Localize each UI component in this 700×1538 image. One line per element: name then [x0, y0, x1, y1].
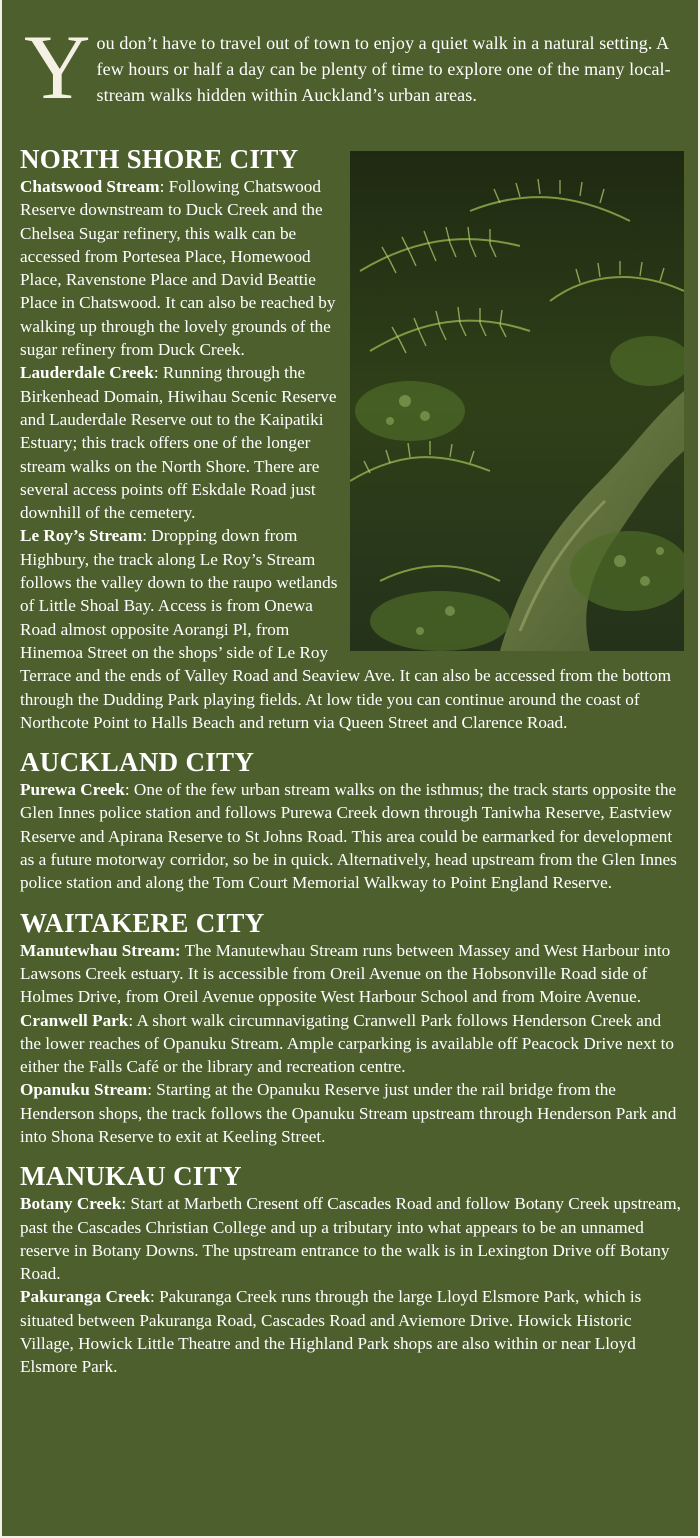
intro-paragraph — [24, 16, 674, 118]
drop-cap: Y — [24, 16, 91, 118]
walk-entry — [20, 1009, 684, 1079]
walk-description: : Dropping down from Highbury, the track along Le Roy’s Stream follows the valley down to the raupo wetlands of Little Shoal Bay. Access is from Onewa Road almost opposite Aorangi Pl, from Hinemoa Street on the shops’ side of Le Roy Terrace and the ends of Valley Road and Seaview Ave. It can also be accessed from the bottom through the Dudding Park playing fields. At low tide you can continue around the coast of Northcote Point to Halls Beach and return via Queen Street and Clarence Road. — [20, 526, 672, 732]
section-heading: MANUKAU CITY — [20, 1161, 242, 1192]
section-heading: AUCKLAND CITY — [20, 747, 255, 778]
walk-entry — [20, 939, 684, 1009]
walk-name: Cranwell Park — [20, 1010, 129, 1030]
section-heading: NORTH SHORE CITY — [20, 144, 299, 174]
walk-description: : Running through the Birkenhead Domain, Hiwihau Scenic Reserve and Lauderdale Reserve out to the Kaipatiki Estuary; this track offers one of the longer stream walks on the North Shore. There are several access points off Eskdale Road just downhill of the cemetery. — [20, 363, 337, 523]
walk-name: Chatswood Stream — [20, 177, 160, 196]
stream-photo-image — [350, 151, 684, 651]
section-waitakere — [20, 907, 684, 1149]
intro-text: ou don’t have to travel out of town to enjoy a quiet walk in a natural setting. A few hours or half a day can be plenty of time to explore one of the many local-stream walks hidden within Auckland’s urban areas. — [96, 33, 671, 105]
section-heading: WAITAKERE CITY — [20, 907, 265, 938]
walk-entry — [20, 1285, 684, 1378]
section-manukau — [20, 1160, 684, 1378]
article-body — [20, 143, 684, 1379]
walk-description: The Manutewhau Stream runs between Massey and West Harbour into Lawsons Creek estuary. It is accessible from Oreil Avenue on the Hobsonville Road side of Holmes Drive, from Oreil Avenue opposite West Harbour School and from Moire Avenue. — [20, 940, 671, 1007]
walk-name: Opanuku Stream — [20, 1080, 148, 1100]
walk-description: : A short walk circumnavigating Cranwell Park follows Henderson Creek and the lower reaches of Opanuku Stream. Ample carparking is available off Peacock Drive next to either the Falls Café or the library and recreation centre. — [20, 1010, 675, 1077]
article-page — [2, 0, 698, 1536]
walk-description: : Following Chatswood Reserve downstream to Duck Creek and the Chelsea Sugar refinery, this walk can be accessed from Portesea Place, Homewood Place, Ravenstone Place and David Beattie Place in Chatswood. It can also be reached by walking up through the lovely grounds of the sugar refinery from Duck Creek. — [20, 177, 336, 360]
walk-entry — [20, 778, 684, 894]
stream-photo — [350, 151, 684, 651]
walk-name: Lauderdale Creek — [20, 363, 154, 383]
walk-description: : Pakuranga Creek runs through the large Lloyd Elsmore Park, which is situated between Pakuranga Road, Cascades Road and Aviemore Drive. Howick Historic Village, Howick Little Theatre and the Highland Park shops are also within or near Lloyd Elsmore Park. — [20, 1287, 642, 1377]
walk-description: : Start at Marbeth Cresent off Cascades Road and follow Botany Creek upstream, past the Cascades Christian College and up a tributary into what appears to be an unnamed reserve in Botany Downs. The upstream entrance to the walk is in Lexington Drive off Botany Road. — [20, 1194, 681, 1284]
walk-description: : Starting at the Opanuku Reserve just under the rail bridge from the Henderson shops, the track follows the Opanuku Stream upstream through Henderson Park and into Shona Reserve to exit at Keeling Street. — [20, 1080, 677, 1146]
walk-name: Pakuranga Creek — [20, 1287, 151, 1307]
walk-name: Manutewhau Stream: — [20, 940, 181, 960]
section-auckland — [20, 746, 684, 894]
walk-name: Purewa Creek — [20, 780, 125, 800]
walk-entry — [20, 1192, 684, 1285]
walk-name: Le Roy’s Stream — [20, 526, 143, 546]
walk-description: : One of the few urban stream walks on the isthmus; the track starts opposite the Glen Innes police station and follows Purewa Creek down through Taniwha Reserve, Eastview Reserve and Apirana Reserve to St Johns Road. This area could be earmarked for development as a future motorway corridor, so be in quick. Alternatively, head upstream from the Glen Innes police station and along the Tom Court Memorial Walkway to Point England Reserve. — [20, 780, 677, 893]
walk-entry — [20, 1078, 684, 1148]
walk-name: Botany Creek — [20, 1194, 122, 1214]
